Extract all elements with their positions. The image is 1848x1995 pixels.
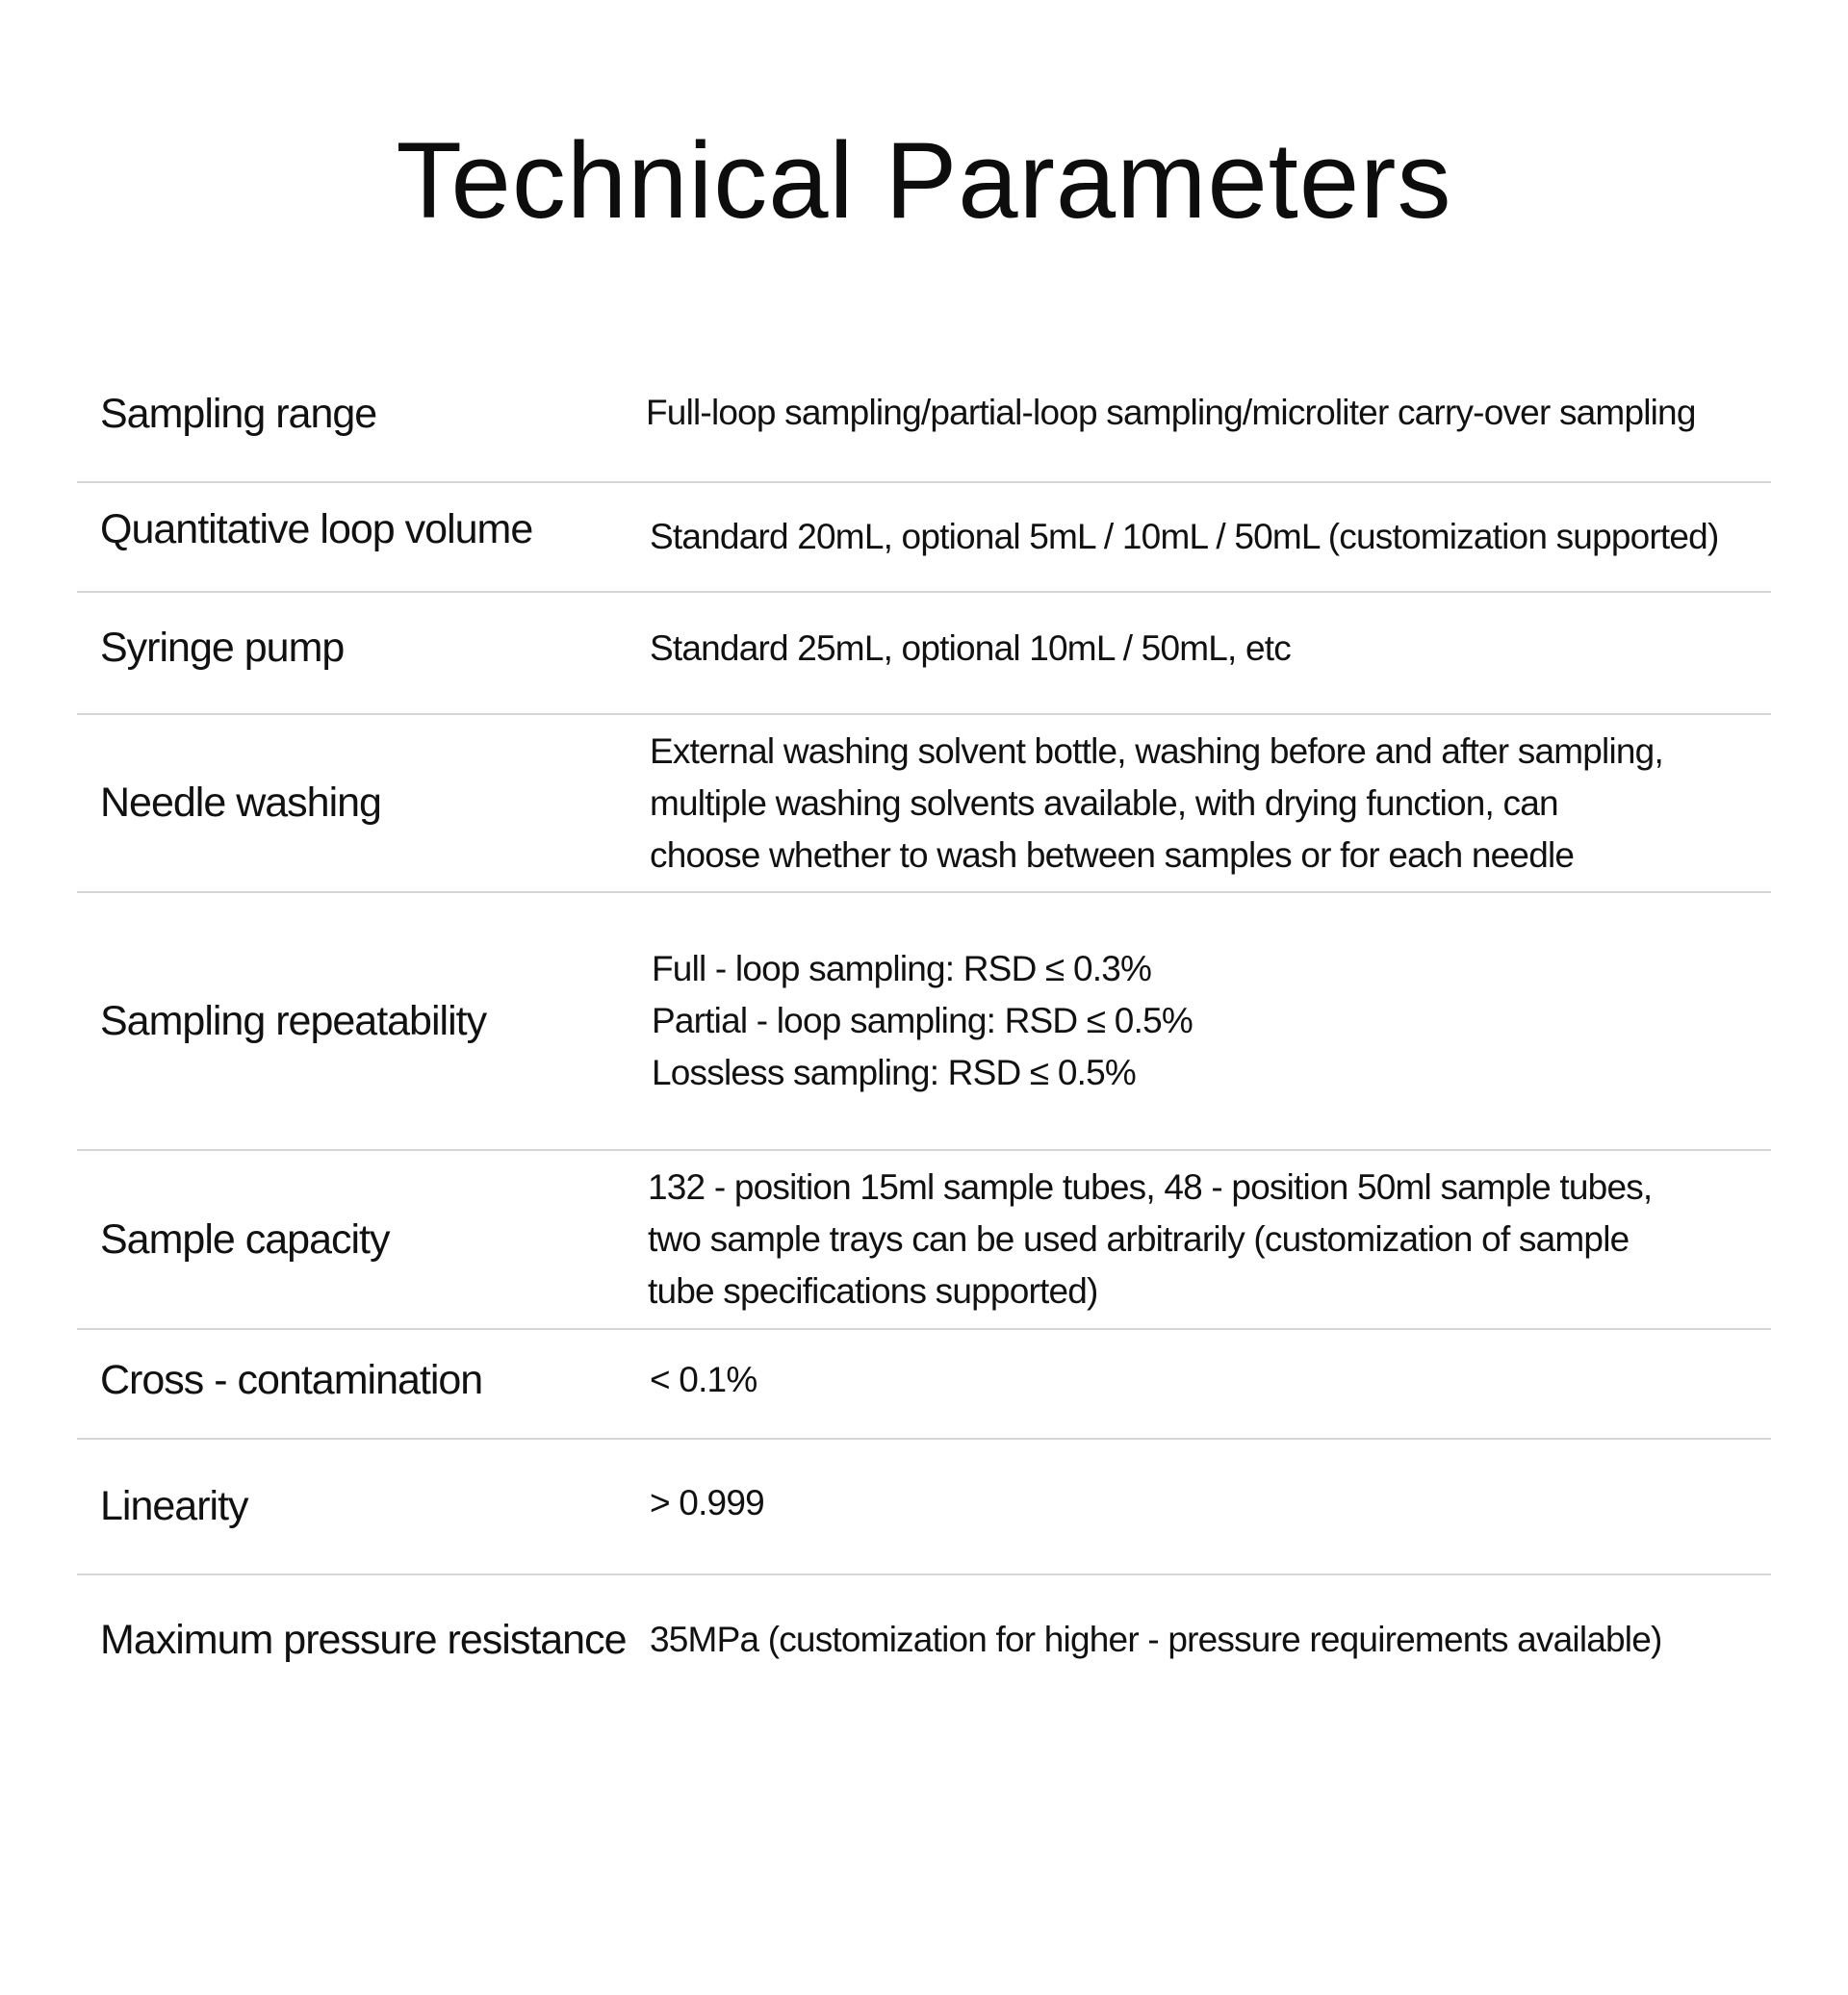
spec-value-line: Standard 20mL, optional 5mL / 10mL / 50mL (customization supported)	[650, 517, 1719, 556]
spec-label: Sampling range	[100, 390, 377, 437]
spec-label: Needle washing	[100, 780, 381, 826]
spec-row-needle-washing	[77, 715, 1771, 893]
spec-value	[650, 1477, 1771, 1529]
spec-row-linearity	[77, 1440, 1771, 1575]
spec-value-line: tube specifications supported)	[648, 1271, 1098, 1311]
spec-row-quantitative-loop-volume	[77, 483, 1771, 593]
spec-value	[650, 1614, 1771, 1666]
spec-label: Linearity	[100, 1483, 248, 1529]
spec-value-line: multiple washing solvents available, with drying function, can	[650, 782, 1558, 823]
spec-label: Maximum pressure resistance	[100, 1616, 627, 1663]
spec-value-line: External washing solvent bottle, washing before and after sampling,	[650, 730, 1663, 771]
spec-label: Cross - contamination	[100, 1356, 483, 1403]
spec-value	[650, 623, 1771, 675]
spec-value-line: > 0.999	[650, 1482, 764, 1522]
spec-value-line: 132 - position 15ml sample tubes, 48 - position 50ml sample tubes,	[648, 1167, 1653, 1207]
spec-value	[650, 1354, 1771, 1406]
spec-label: Quantitative loop volume	[100, 505, 533, 552]
spec-row-sampling-repeatability	[77, 893, 1771, 1151]
spec-label: Syringe pump	[100, 625, 345, 671]
spec-row-sample-capacity	[77, 1151, 1771, 1330]
spec-row-maximum-pressure-resistance	[77, 1575, 1771, 1704]
spec-value	[648, 1162, 1771, 1317]
spec-value	[650, 943, 1771, 1099]
spec-value-line: Lossless sampling: RSD ≤ 0.5%	[652, 1053, 1136, 1092]
spec-value-line: Partial - loop sampling: RSD ≤ 0.5%	[652, 1001, 1193, 1040]
spec-table	[77, 356, 1771, 1704]
spec-value-line: Full - loop sampling: RSD ≤ 0.3%	[652, 949, 1152, 988]
spec-value-line: 35MPa (customization for higher - pressure requirements available)	[650, 1620, 1662, 1659]
spec-label: Sampling repeatability	[100, 997, 487, 1044]
spec-value	[650, 511, 1771, 563]
spec-value	[650, 726, 1771, 882]
spec-value-line: Standard 25mL, optional 10mL / 50mL, etc	[650, 627, 1291, 668]
spec-value-line: two sample trays can be used arbitrarily (customization of sample	[648, 1219, 1630, 1259]
spec-row-syringe-pump	[77, 593, 1771, 715]
spec-value-line: < 0.1%	[650, 1360, 757, 1399]
spec-row-cross-contamination	[77, 1330, 1771, 1440]
spec-value	[646, 387, 1771, 439]
page-title: Technical Parameters	[396, 120, 1452, 241]
spec-value-line: choose whether to wash between samples or for each needle	[650, 834, 1575, 875]
spec-row-sampling-range	[77, 356, 1771, 483]
spec-value-line: Full-loop sampling/partial-loop sampling/microliter carry-over sampling	[646, 393, 1696, 432]
spec-label: Sample capacity	[100, 1215, 390, 1263]
